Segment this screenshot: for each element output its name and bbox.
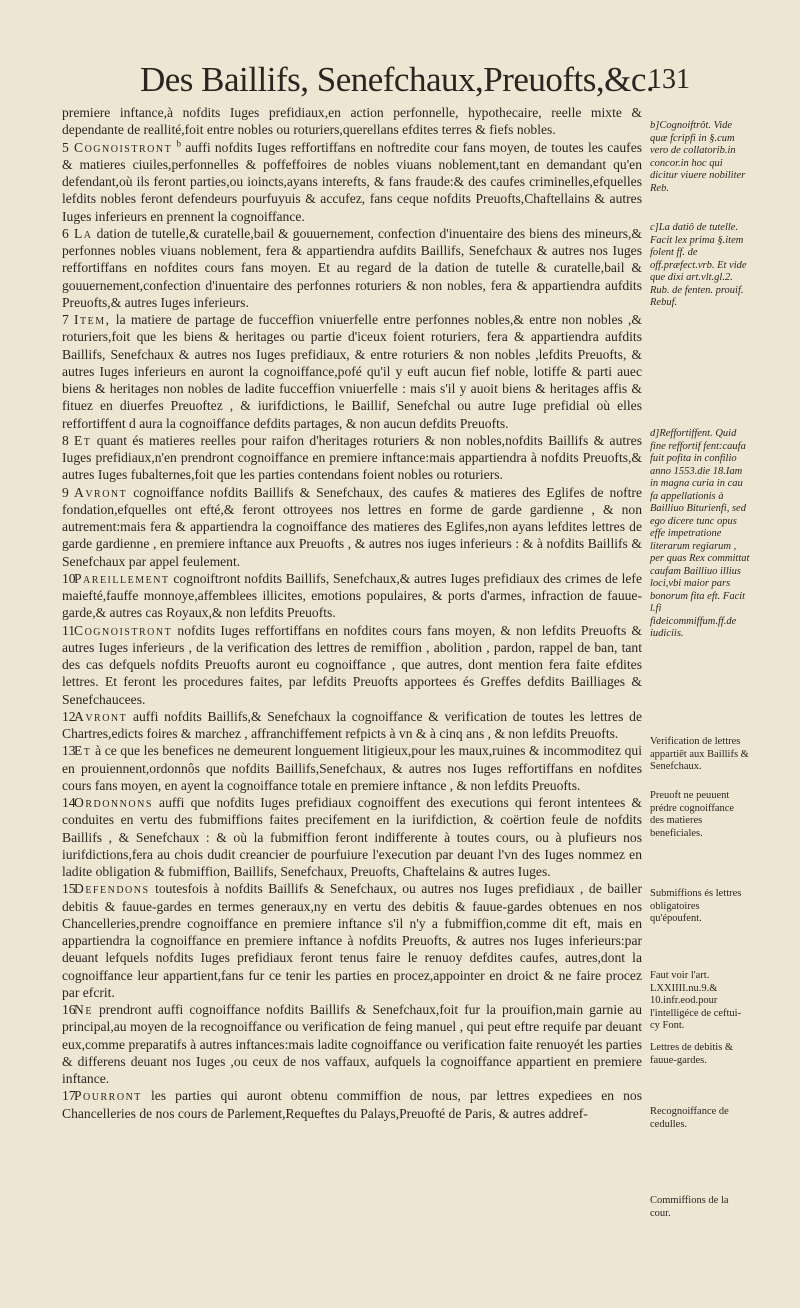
margin-note-debitis: Lettres de debitis & fauue-gardes. xyxy=(650,1042,734,1066)
article-number: 14 xyxy=(62,795,76,810)
page-number: 131 xyxy=(648,64,690,95)
lead-word: La xyxy=(74,225,93,241)
paragraph xyxy=(62,484,642,570)
paragraph xyxy=(62,225,642,311)
paragraph xyxy=(62,742,642,794)
paragraph xyxy=(62,570,642,622)
lead-word: Pourront xyxy=(74,1088,142,1104)
page-header xyxy=(140,60,700,104)
article-number: 17 xyxy=(62,1088,76,1104)
paragraph xyxy=(62,622,642,708)
article-number: 7 xyxy=(62,312,69,327)
lead-word: Avront xyxy=(74,708,128,724)
margin-note-recognoissance: Recognoiffance de cedulles. xyxy=(650,1106,729,1130)
paragraph xyxy=(62,708,642,743)
article-number: 11 xyxy=(62,622,76,638)
article-number: 5 xyxy=(62,139,69,155)
paragraph xyxy=(62,1001,642,1087)
margin-note-art: Faut voir l'art. LXXIIII.nu.9.& 10.infr.eod.pour l'intelligéce de ceftui-cy Font. xyxy=(650,970,742,1031)
paragraph-text: la matiere de partage de fucceffion vniuerfelle entre perfonnes nobles,& entre non nobles ,& roturiers,foit que les biens & heritages ou partie d'iceux foient roturiers, fera & appartiendra aufdits Baillifs, Senefchaux & autres nos Iuges prefidiaux, & entre roturiers & non nobles ,lefdits Preuofts, & autres Iuges inferieurs en auront la cognoiffance,pofé qu'il y euft aucun fief noble, lotiffe & parti auec biens & heritages non nobles de ladite fucceffion vniuerfelle : mais s'il y auoit biens & heritages affis & fituez en diuerfes Preuoftez , & iurifdictions, le Baillif, Senefchal ou autre Iuge prefidial où elles reffortiffent d aura la cognoiffance defdits partages, & non aucun defdits Preuofts. xyxy=(62,312,642,431)
paragraph-text: premiere inftance,à nofdits Iuges prefidiaux,en action perfonnelle, hypothecaire, reelle mixte & dependante de reallité,foit entre nobles ou roturiers,querellans efdites terres & fiefs nobles. xyxy=(62,105,642,138)
paragraph xyxy=(62,139,642,225)
paragraph xyxy=(62,880,642,1001)
paragraph xyxy=(62,311,642,432)
lead-word: Et xyxy=(74,743,92,759)
article-number: 9 xyxy=(62,484,69,500)
lead-word: Avront xyxy=(74,484,128,500)
paragraph-text: cognoiftront nofdits Baillifs, Senefchaux,& autres Iuges prefidiaux des crimes de lefe maiefté,fauffe monnoye,affemblees illicites, emotions populaires, & ports d'armes, infraction de fauue-garde,& autres cas Royaux,& non lefdits Preuofts. xyxy=(62,570,642,621)
paragraph-text: cognoiffance nofdits Baillifs & Senefchaux, des caufes & matieres des Eglifes de noftre fondation,efquelles ont efté,& feront ottroyees nos lettres en forme de garde gardienne , & non autrement:mais fera & appartiendra la cognoiffance des matieres des Eglifes,non ayans lefdites lettres de garde gardienne , en premiere inftance aux Preuofts , & autres nos iuges inferieurs : & à nofdits Baillifs & Senefchaux par appel feulement. xyxy=(62,484,642,569)
paragraph-text: dation de tutelle,& curatelle,bail & gouuernement, confection d'inuentaire des biens des mineurs,& perfonnes nobles viuans noblement, fera & appartiendra aufdits Baillifs, Senefchaux & autres nos Iuges reffortiffans en nofdites cours fans moyen. Et au regard de la dation de tutelle & curatelle,bail & gouuernement,confection d'inuentaire des perfonnes roturiers & non nobles, fera & appartiendra aufdits Preuofts,& autres Iuges inferieurs. xyxy=(62,225,642,310)
margin-note-d: d]Reffortiffent. Quid fine reffortif fent:caufa fuit pofita in confilio anno 1553.die 18.Iam in magna curia in cau fa appellationis à Bailliuo Biturienfi, sed ego dicere tunc opus effe impetratione literarum regiarum , per quas Rex committat caufam Bailliuo illius loci,vbi maior pars bonorum fita eft. Facit l.fi fideicommiffum.ff.de iudiciis. xyxy=(650,428,750,639)
lead-word: Ne xyxy=(74,1002,93,1017)
margin-note-c: c]La datiô de tutelle. Facit lex prima §.item folent ff. de off.præfect.vrb. Et vide que dixi art.vlt.gl.2. Rub. de fenten. prouif. Rebuf. xyxy=(650,222,747,308)
lead-word: Cognoistront xyxy=(74,622,173,638)
paragraph-text: à ce que les benefices ne demeurent longuement litigieux,pour les maux,ruines & incommoditez qui en prouiennent,ordonnôs que nofdits Baillifs,Senefchaux, & autres nos Iuges reffortiffans en nofdites cours fans moyen, en ayent la cognoiffance totale en premiere inftance , & non lefdits Preuofts. xyxy=(62,743,642,793)
paragraph xyxy=(62,432,642,484)
paragraph-text: auffi que nofdits Iuges prefidiaux cognoiffent des executions qui feront intentees & conduites en vertu des fubmiffions faites precifement en la iurifdiction, & coërtion feule de nofdits Baillifs , & Senefchaux : & où la fubmiffion feront indifferente à toutes cours, ou à plufieurs nos iurifdictions,fera au chois dudit creancier de pourfuiure l'execution par deuant l'vn des Iuges nommez en ladite obligation & fubmiffion, Baillifs, Senefchaux, Preuofts, Chaftelains & autres Iuges. xyxy=(62,795,642,879)
lead-word: Ordonnons xyxy=(74,795,153,810)
paragraph xyxy=(62,794,642,880)
paragraph xyxy=(62,104,642,139)
lead-word: Cognoistront xyxy=(74,139,173,155)
paragraph xyxy=(62,1087,642,1122)
running-title: Des Baillifs, Senefchaux,Preuofts,&c. xyxy=(140,60,655,99)
paragraph-text: les parties qui auront obtenu commiffion de nous, par lettres expediees en nos Chancelleries de nos cours de Parlement,Requeftes du Palays,Preuofté de Paris, & autres addref- xyxy=(62,1088,642,1121)
article-number: 13 xyxy=(62,743,76,759)
article-number: 12 xyxy=(62,708,76,724)
margin-note-verification: Verification de lettres appartiêt aux Baillifs & Senefchaux. xyxy=(650,736,749,772)
paragraph-text: nofdits Iuges reffortiffans en nofdites cours fans moyen, & non lefdits Preuofts & autres Iuges inferieurs , de la verification des lettres de remiffion , abolition , pardon, rappel de ban, tant des cas defquels nofdits Preuofts auront eu cognoiffance , que autres, dont mention fera faite efdites lettres. Et feront les procedures faites, par lefdits Preuofts apportees és Greffes defdits Bailliages & Senefchaucees. xyxy=(62,622,642,707)
paragraph-text: prendront auffi cognoiffance nofdits Baillifs & Senefchaux,foit fur la prouifion,main garnie au principal,au moyen de la recognoiffance ou verification de feing manuel , qui peut eftre requife par deuant eux,comme preparatifs à autres inftances:mais ladite cognoiffance ou verification faite renuoyét les parties & differens deuant nos Iuges ,ou ceux de nos vaffaux, aufquels la cognoiffance appartient en premiere inftance. xyxy=(62,1002,642,1086)
paragraph-text: toutesfois à nofdits Baillifs & Senefchaux, ou autres nos Iuges prefidiaux , de bailler debitis & fauue-gardes en termes generaux,ny en vertu des debitis & fauue-gardes obtenues en nos Chancelleries,prendre cognoiffance en premiere inftance s'il n'y a fubmiffion,comme dit eft, mais en appartiendra la cognoiffance en premiere inftance à nofdits Preuofts, & autres nos Iuges inferieurs:par deuant lefquels nofdits Iuges prefidiaux feront tenus faire le renuoy defdites caufes, autres,dont la cognoiffance leur appartient,fans fur ce tenir les parties en procez,appointer en droict & ne faire procez par efcrit. xyxy=(62,881,642,1000)
paragraph-text: auffi nofdits Iuges reffortiffans en noftredite cour fans moyen, de toutes les caufes & matieres ciuiles,perfonnelles & poffeffoires de nobles viuans noblement,tant en demandant qu'en defendant,où ils feront parties,ou ioincts,ayans interefts, & fans fraude:& des caufes criminelles,efquelles lefdits nobles feront defendeurs pourfuyuis & accufez, fans ceque nofdits Preuofts,Chaftellains & autres Iuges inferieurs en prennent la cognoiffance. xyxy=(62,139,643,224)
footnote-mark: b xyxy=(176,137,181,148)
margin-note-commissions: Commiffions de la cour. xyxy=(650,1195,729,1219)
margin-note-b: b]Cognoiftrôt. Vide quæ fcripfi in §.cum vero de collatorib.in concor.in hoc qui dicitur viuere nobiliter Reb. xyxy=(650,120,746,194)
margin-note-preuost: Preuoft ne peuuent prédre cognoiffance des matieres beneficiales. xyxy=(650,790,735,839)
main-text-column xyxy=(62,104,642,1122)
lead-word: Et xyxy=(74,432,92,448)
lead-word: Item, xyxy=(74,312,111,327)
lead-word: Pareillement xyxy=(74,570,170,586)
paragraph-text: auffi nofdits Baillifs,& Senefchaux la cognoiffance & verification de toutes les lettres de Chartres,edicts foires & marchez , affranchiffement refpicts à vn & à cinq ans , & non lefdits Preuofts. xyxy=(62,708,642,741)
article-number: 10 xyxy=(62,570,76,586)
margin-note-submissions: Submiffions és lettres obligatoires qu'époufent. xyxy=(650,888,742,924)
article-number: 8 xyxy=(62,432,69,448)
paragraph-text: quant és matieres reelles pour raifon d'heritages roturiers & non nobles,nofdits Baillifs & autres Iuges prefidiaux,n'en prendront cognoiffance en premiere inftance:mais appartiendra à nofdits Preuofts,& autres Iuges fubalternes,foit que les parties contendans foient nobles ou roturiers. xyxy=(62,432,642,483)
article-number: 15 xyxy=(62,881,76,897)
lead-word: Defendons xyxy=(74,881,150,897)
article-number: 6 xyxy=(62,225,69,241)
article-number: 16 xyxy=(62,1002,76,1017)
